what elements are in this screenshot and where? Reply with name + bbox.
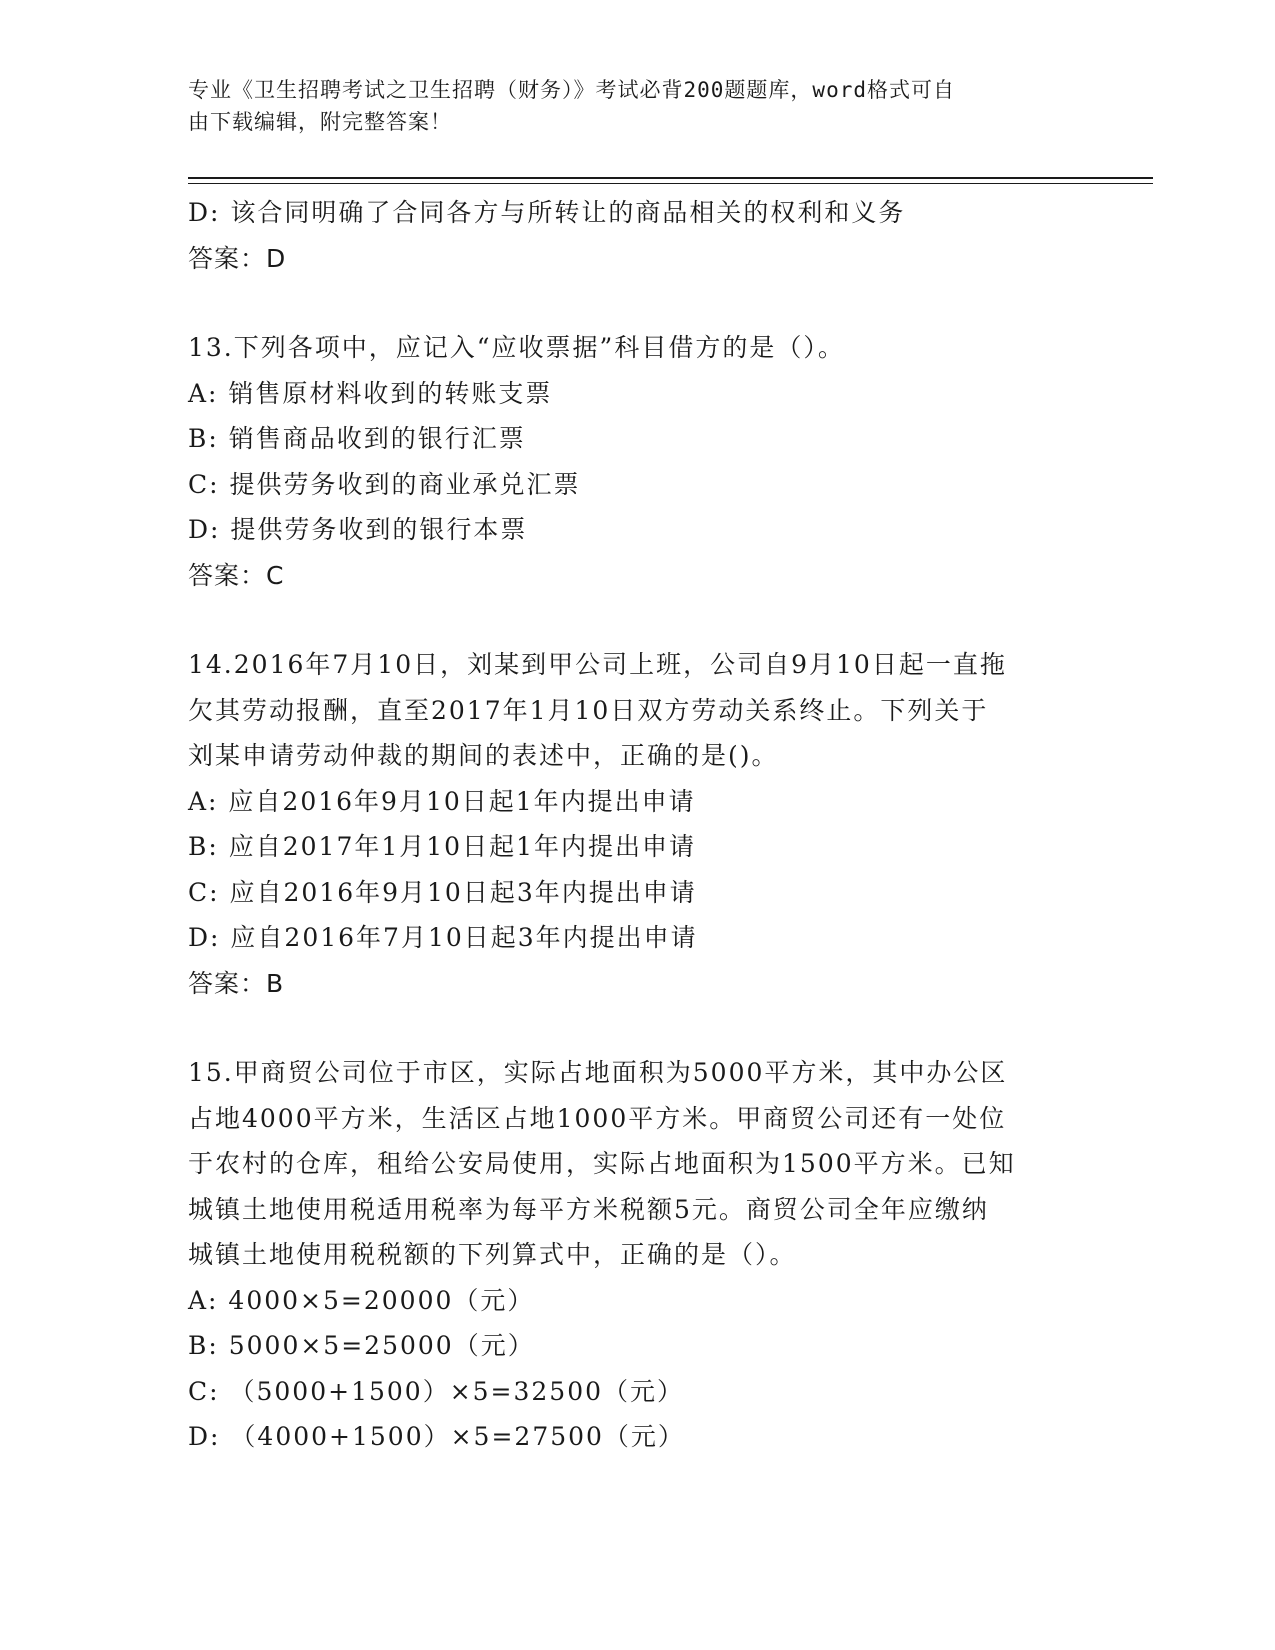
- question-stem: 14.2016年7月10日，刘某到甲公司上班，公司自9月10日起一直拖: [188, 650, 1007, 679]
- option-d: D: 应自2016年7月10日起3年内提出申请: [188, 923, 698, 952]
- option-c: C: 提供劳务收到的商业承兑汇票: [188, 469, 581, 499]
- option-b: B: 5000×5=25000（元）: [188, 1331, 535, 1360]
- spacer: [188, 281, 1088, 325]
- answer-line: 答案：C: [188, 560, 285, 590]
- option-d: D: 提供劳务收到的银行本票: [188, 515, 528, 544]
- spacer: [188, 1006, 1088, 1050]
- question-13: [188, 325, 1088, 598]
- answer-line: 答案：B: [188, 968, 285, 998]
- question-stem: 13.下列各项中，应记入“应收票据”科目借方的是（）。: [188, 333, 845, 362]
- question-stem: 于农村的仓库，租给公安局使用，实际占地面积为1500平方米。已知: [188, 1149, 1016, 1178]
- option-a: A: 应自2016年9月10日起1年内提出申请: [188, 786, 696, 816]
- document-header: [188, 74, 1068, 138]
- option-c: C: 应自2016年9月10日起3年内提出申请: [188, 877, 697, 907]
- prev-question: [188, 190, 1088, 281]
- option-a: A: 销售原材料收到的转账支票: [188, 378, 553, 408]
- question-stem: 城镇土地使用税税额的下列算式中，正确的是（）。: [188, 1240, 797, 1269]
- question-15: [188, 1050, 1088, 1460]
- header-line-1: 专业《卫生招聘考试之卫生招聘（财务）》考试必背200题题库，word格式可自: [188, 78, 955, 102]
- question-stem: 刘某申请劳动仲裁的期间的表述中，正确的是()。: [188, 741, 779, 770]
- document-body: [188, 190, 1088, 1460]
- option-d: D: （4000+1500）×5=27500（元）: [188, 1422, 685, 1451]
- option-b: B: 应自2017年1月10日起1年内提出申请: [188, 832, 696, 861]
- header-rule-thick: [188, 177, 1153, 179]
- question-stem: 欠其劳动报酬，直至2017年1月10日双方劳动关系终止。下列关于: [188, 695, 989, 725]
- question-14: [188, 642, 1088, 1006]
- option-b: B: 销售商品收到的银行汇票: [188, 424, 526, 453]
- question-stem: 城镇土地使用税适用税率为每平方米税额5元。商贸公司全年应缴纳: [188, 1194, 989, 1224]
- header-line-2: 由下载编辑，附完整答案！: [188, 110, 452, 134]
- question-stem: 占地4000平方米，生活区占地1000平方米。甲商贸公司还有一处位: [188, 1103, 1007, 1133]
- question-stem: 15.甲商贸公司位于市区，实际占地面积为5000平方米，其中办公区: [188, 1058, 1008, 1087]
- spacer: [188, 598, 1088, 642]
- answer-line: 答案：D: [188, 243, 287, 273]
- option-a: A: 4000×5=20000（元）: [188, 1285, 535, 1315]
- header-rule-thin: [188, 183, 1153, 184]
- option-d: D: 该合同明确了合同各方与所转让的商品相关的权利和义务: [188, 198, 906, 227]
- option-c: C: （5000+1500）×5=32500（元）: [188, 1376, 685, 1406]
